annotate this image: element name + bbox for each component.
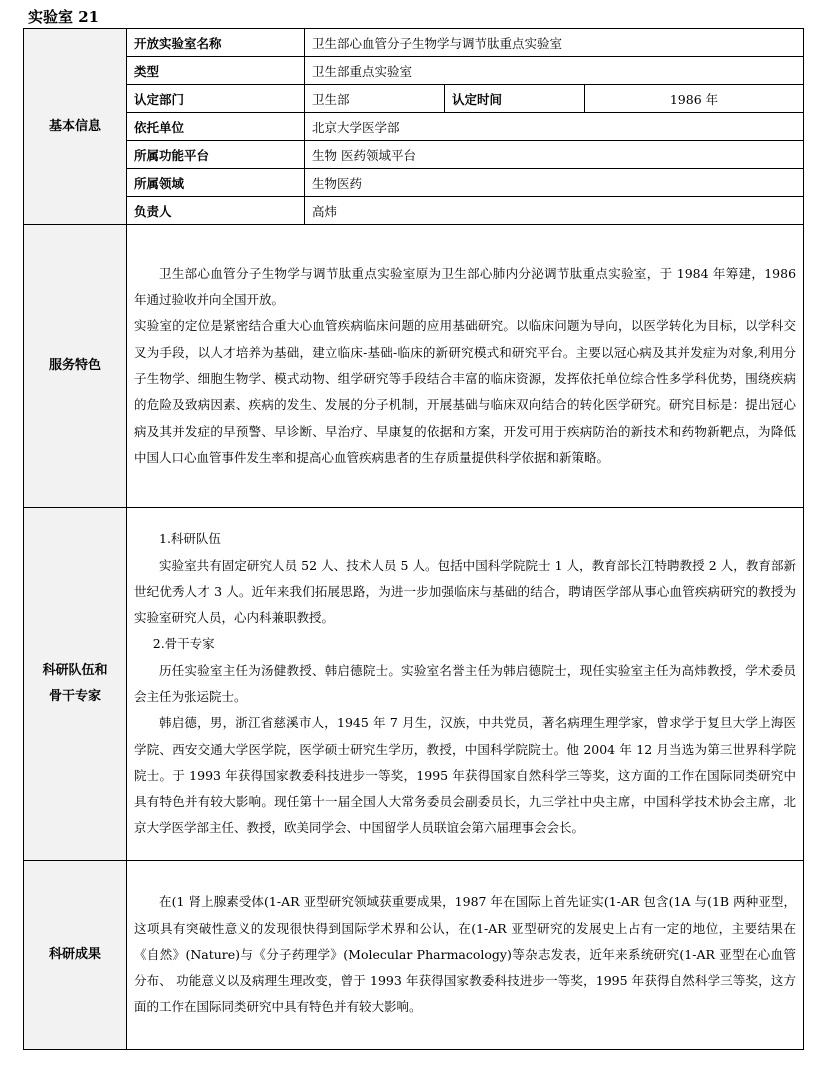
team-label-line-2: 骨干专家	[48, 689, 101, 704]
team-paragraph-1: 实验室共有固定研究人员 52 人、技术人员 5 人。包括中国科学院院士 1 人，教育部长江特聘教授 2 人，教育部新世纪优秀人才 3 人。近年来我们拓展思路，为进一步加强临床与基础的结合，聘请医学部从事心血管疾病研究的教授为实验室研究人员，心内科兼职教授。	[134, 557, 797, 626]
results-paragraph-1: 在(1 肾上腺素受体(1-AR 亚型研究领域获重要成果，1987 年在国际上首先证实(1-AR 包含(1A 与(1B 两种亚型，这项具有突破性意义的发现很快得到国际学术界和公认，在(1-AR 亚型研究的发展史上占有一定的地位，主要结果在《自然》(Nature)与《分子药理学》(Molecular Pharmacology)等杂志发表，近年来系统研究(1-AR 亚型在心血管分布、 功能意义以及病理生理改变，曾于 1993 年获得国家教委科技进步一等奖，1995 年获得自然科学三等奖，这方面的工作在国际同类研究中具有特色并有较大影响。	[134, 894, 797, 1015]
row-team	[24, 508, 804, 861]
team-label-line-1: 科研队伍和	[42, 663, 108, 678]
page-title: 实验室 21	[28, 8, 100, 26]
value-host: 北京大学医学部	[305, 113, 804, 141]
value-field: 生物医药	[305, 169, 804, 197]
row-host	[24, 113, 804, 141]
value-head: 高炜	[305, 197, 804, 225]
team-heading-2: 2.骨干专家	[152, 636, 215, 652]
row-head	[24, 197, 804, 225]
section-label-results: 科研成果	[24, 861, 127, 1050]
lab-info-table	[23, 28, 804, 1050]
key-type: 类型	[127, 57, 305, 85]
value-lab-name: 卫生部心血管分子生物学与调节肽重点实验室	[305, 29, 804, 57]
section-label-service: 服务特色	[24, 225, 127, 508]
row-name	[24, 29, 804, 57]
key-host: 依托单位	[127, 113, 305, 141]
service-paragraph-2: 实验室的定位是紧密结合重大心血管疾病临床问题的应用基础研究。以临床问题为导向，以医学转化为目标，以学科交叉为手段，以人才培养为基础，建立临床-基础-临床的新研究模式和研究平台。主要以冠心病及其并发症为对象,利用分子生物学、细胞生物学、模式动物、组学研究等手段结合丰富的临床资源，发挥依托单位综合性多学科优势，围绕疾病的危险及致病因素、疾病的发生、发展的分子机制，开展基础与临床双向结合的转化医学研究。研究目标是：提出冠心病及其并发症的早预警、早诊断、早治疗、早康复的依据和方案，开发可用于疾病防治的新技术和药物新靶点，为降低中国人口心血管事件发生率和提高心血管疾病患者的生存质量提供科学依据和新策略。	[134, 318, 797, 465]
service-paragraph-1: 卫生部心血管分子生物学与调节肽重点实验室原为卫生部心肺内分泌调节肽重点实验室，于 1984 年筹建，1986 年通过验收并向全国开放。	[134, 265, 797, 308]
service-content	[127, 225, 804, 508]
row-platform	[24, 141, 804, 169]
team-paragraph-2: 历任实验室主任为汤健教授、韩启德院士。实验室名誉主任为韩启德院士，现任实验室主任为高炜教授，学术委员会主任为张运院士。	[134, 662, 797, 704]
row-dept	[24, 85, 804, 113]
value-time: 1986 年	[585, 85, 804, 113]
key-dept: 认定部门	[127, 85, 305, 113]
value-platform: 生物 医药领域平台	[305, 141, 804, 169]
results-content	[127, 861, 804, 1050]
key-time: 认定时间	[445, 85, 585, 113]
value-type: 卫生部重点实验室	[305, 57, 804, 85]
key-lab-name: 开放实验室名称	[127, 29, 305, 57]
row-type	[24, 57, 804, 85]
value-dept: 卫生部	[305, 85, 445, 113]
row-service	[24, 225, 804, 508]
key-field: 所属领域	[127, 169, 305, 197]
team-heading-1: 1.科研队伍	[159, 531, 221, 547]
team-content	[127, 508, 804, 861]
row-results	[24, 861, 804, 1050]
section-label-team	[24, 508, 127, 861]
key-platform: 所属功能平台	[127, 141, 305, 169]
row-field	[24, 169, 804, 197]
section-label-basic: 基本信息	[24, 29, 127, 225]
team-paragraph-3: 韩启德，男，浙江省慈溪市人，1945 年 7 月生，汉族，中共党员，著名病理生理学家，曾求学于复旦大学上海医学院、西安交通大学医学院，医学硕士研究生学历，教授，中国科学院院士。他 2004 年 12 月当选为第三世界科学院院士。于 1993 年获得国家教委科技进步一等奖，1995 年获得国家自然科学三等奖，这方面的工作在国际同类研究中具有特色并有较大影响。现任第十一届全国人大常务委员会副委员长，九三学社中央主席，中国科学技术协会主席，北京大学医学部主任、教授，欧美同学会、中国留学人员联谊会第六届理事会会长。	[134, 715, 797, 836]
key-head: 负责人	[127, 197, 305, 225]
